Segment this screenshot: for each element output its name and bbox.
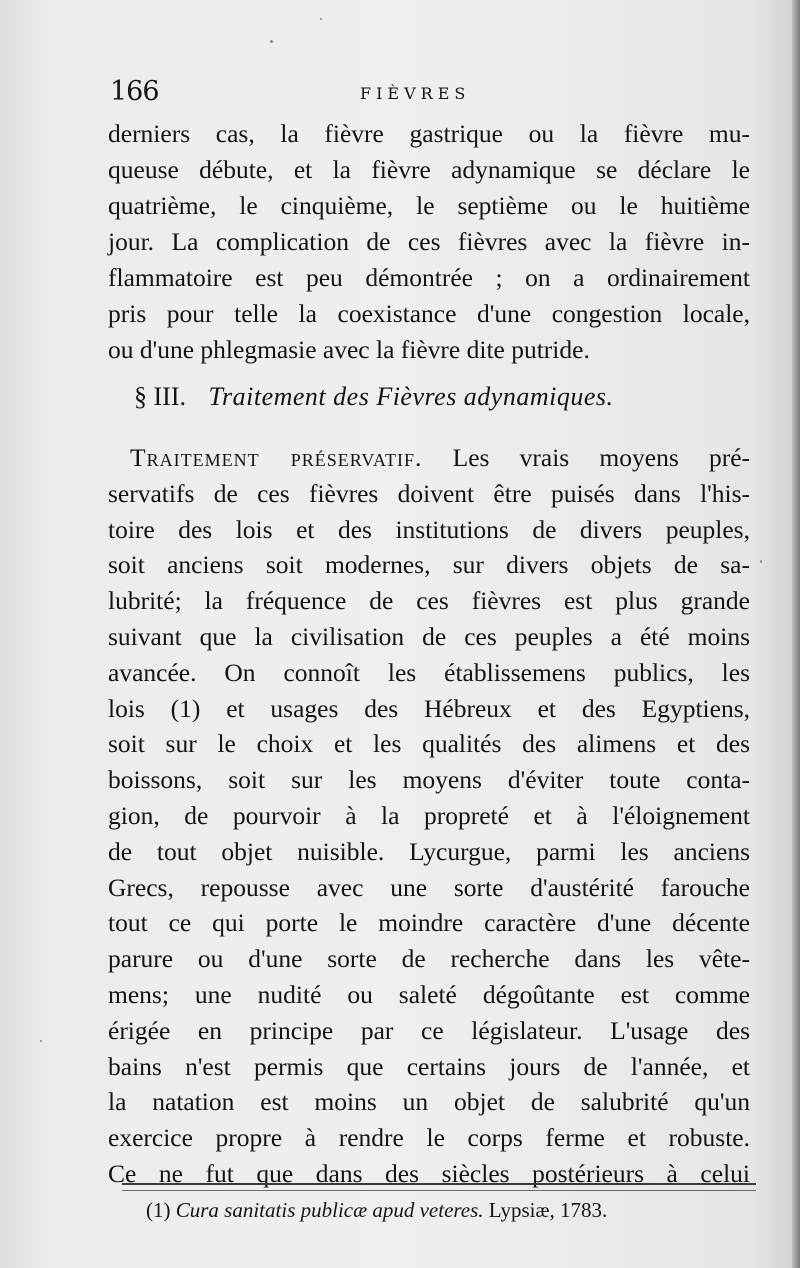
text-line: Ce ne fut que dans des siècles postérieurs à celui (108, 1158, 750, 1188)
text-line: gion, de pourvoir à la propreté et à l'éloignement (108, 800, 750, 830)
section-heading (134, 382, 734, 412)
text-line: queuse débute, et la fièvre adynamique se déclare le (108, 155, 750, 184)
footnote-rule-thin (122, 1190, 756, 1191)
paragraph-continued (108, 116, 750, 368)
section-number: § III. (134, 382, 186, 411)
text-line-rest: Les vrais moyens pré- (452, 443, 751, 472)
text-line: Grecs, repousse avec une sorte d'austérité farouche (108, 872, 750, 902)
text-line: flammatoire est peu démontrée ; on a ordinairement (108, 263, 750, 292)
text-line: soit sur le choix et les qualités des alimens et des (108, 729, 750, 759)
text-line: exercice propre à rendre le corps ferme et robuste. (108, 1123, 750, 1153)
text-line: suivant que la civilisation de ces peuples a été moins (108, 621, 750, 651)
text-line: tout ce qui porte le moindre caractère d'une décente (108, 908, 750, 938)
footnote-text: Lypsiæ, 1783. (488, 1198, 608, 1222)
text-line: de tout objet nuisible. Lycurgue, parmi les anciens (108, 836, 750, 866)
section-title: Traitement des Fièvres adynamiques. (208, 382, 614, 411)
paper-speck (760, 560, 762, 563)
text-line: quatrième, le cinquième, le septième ou le huitième (108, 191, 750, 220)
text-line-first (108, 440, 750, 476)
running-head: FIÈVRES (360, 84, 471, 103)
text-line: lubrité; la fréquence de ces fièvres est plus grande (108, 586, 750, 616)
text-line: jour. La complication de ces fièvres avec la fièvre in- (108, 227, 750, 256)
page-header (108, 76, 748, 110)
footnote-marker: (1) (146, 1198, 171, 1222)
page-edge-shadow (792, 0, 800, 1268)
text-line: servatifs de ces fièvres doivent être puisés dans l'his- (108, 478, 750, 508)
text-line: avancée. On connoît les établissemens publics, les (108, 657, 750, 687)
text-line: érigée en principe par ce législateur. L'usage des (108, 1015, 750, 1045)
text-line: derniers cas, la fièvre gastrique ou la fièvre mu- (108, 119, 750, 148)
text-line: boissons, soit sur les moyens d'éviter toute conta- (108, 765, 750, 795)
paragraph-lead: Traitement préservatif. (130, 443, 423, 472)
text-line: mens; une nudité ou saleté dégoûtante est comme (108, 979, 750, 1009)
paper-speck (40, 1040, 42, 1042)
paper-speck (320, 18, 322, 20)
text-line: bains n'est permis que certains jours de l'année, et (108, 1051, 750, 1081)
text-line: lois (1) et usages des Hébreux et des Egyptiens, (108, 693, 750, 723)
text-line: ou d'une phlegmasie avec la fièvre dite putride. (108, 335, 590, 364)
footnote-rule (122, 1183, 756, 1185)
paper-speck (270, 40, 273, 43)
text-line: toire des lois et des institutions de divers peuples, (108, 514, 750, 544)
page-number: 166 (110, 76, 159, 107)
text-line: la natation est moins un objet de salubrité qu'un (108, 1087, 750, 1117)
text-line: parure ou d'une sorte de recherche dans les vête- (108, 944, 750, 974)
text-line: soit anciens soit modernes, sur divers objets de sa- (108, 550, 750, 580)
paragraph-treatment (108, 440, 750, 1192)
footnote (146, 1198, 766, 1223)
footnote-italic-text: Cura sanitatis publicæ apud veteres. (175, 1198, 484, 1222)
text-line: pris pour telle la coexistance d'une congestion locale, (108, 299, 750, 328)
